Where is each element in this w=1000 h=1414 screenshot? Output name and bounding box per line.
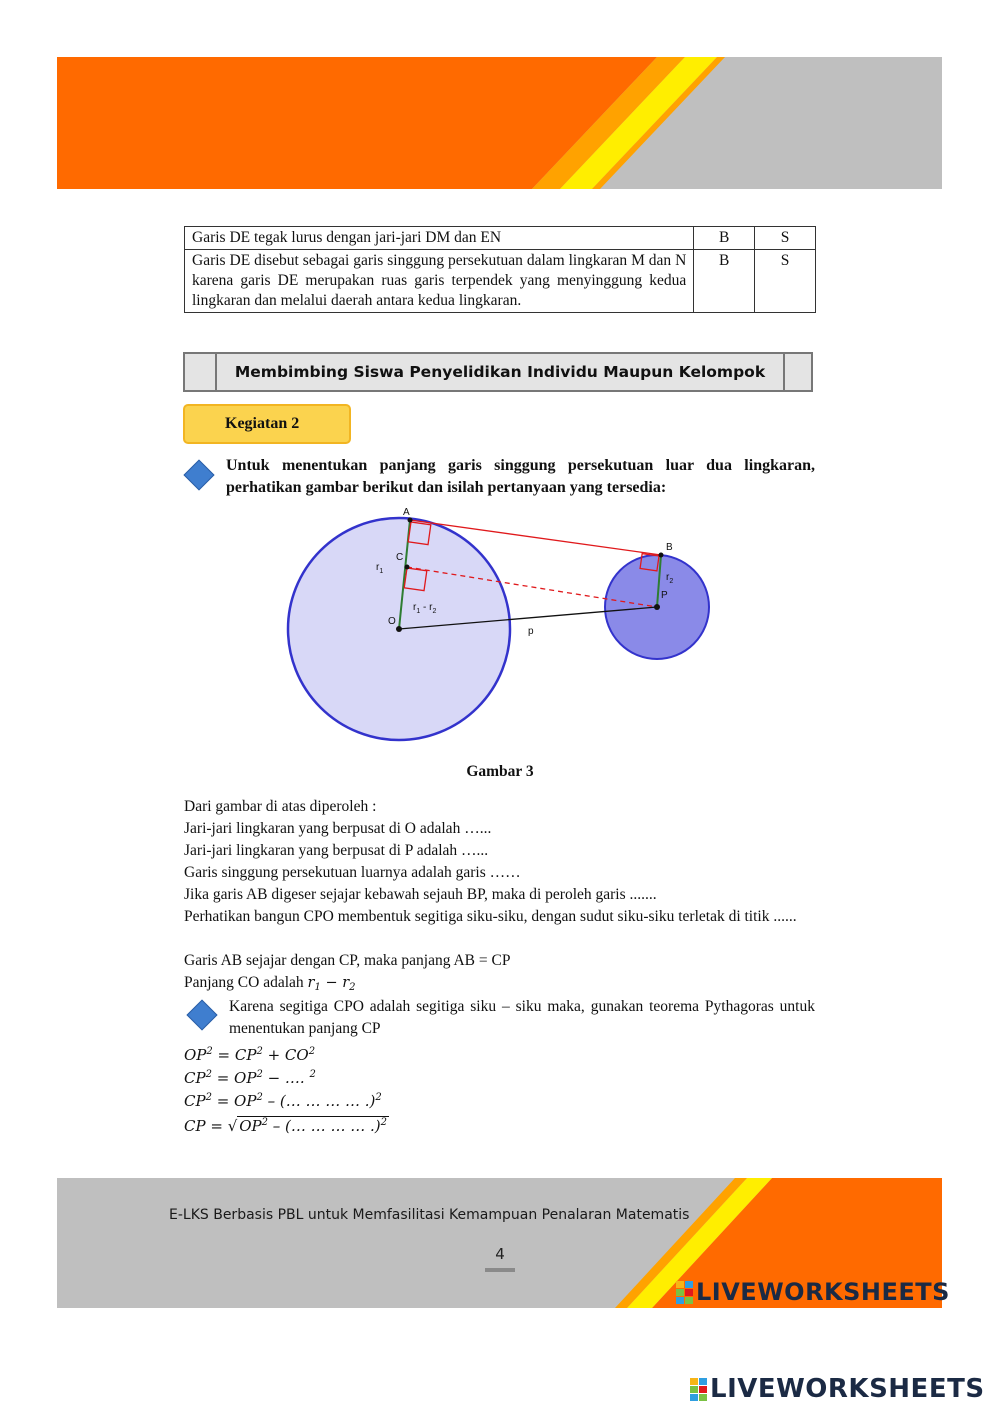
equation-3: $CP^2 = OP^2$ – (… … … … .)$^2$: [184, 1092, 382, 1110]
label-p: P: [661, 590, 668, 601]
label-r2: $r_2$: [666, 572, 674, 585]
footer-brand-logo: [676, 1278, 950, 1306]
option-true-button[interactable]: B: [694, 250, 755, 313]
label-c: C: [396, 552, 404, 563]
body-intro: Dari gambar di atas diperoleh :: [184, 798, 377, 815]
diamond-bullet-icon: [183, 459, 214, 490]
equation-4: CP = √ $OP^2$ – (… … … … .)$^2$: [184, 1117, 387, 1135]
point-o: [396, 626, 402, 632]
label-o: O: [388, 616, 396, 627]
statement-ab-equals-cp: Garis AB sejajar dengan CP, maka panjang AB = CP: [184, 952, 511, 969]
question-tangent-line: Garis singgung persekutuan luarnya adalah garis ……: [184, 864, 521, 881]
equation-2: $CP^2 = OP^2$ − …. $^2$: [184, 1069, 316, 1087]
pythagoras-note: Karena segitiga CPO adalah segitiga siku – siku maka, gunakan teorema Pythagoras untuk menentukan panjang CP: [229, 998, 815, 1037]
statement-co-length: [184, 972, 816, 999]
liveworksheets-logo-icon: [676, 1281, 693, 1304]
page-brand-text: LIVEWORKSHEETS: [710, 1374, 985, 1404]
table-row: [185, 250, 816, 313]
point-b: [659, 553, 664, 558]
activity-badge: Kegiatan 2: [183, 404, 351, 444]
point-a: [408, 518, 413, 523]
banner-divider: [783, 354, 785, 390]
page-number-underline: [485, 1268, 515, 1272]
label-b: B: [666, 542, 673, 553]
label-a: A: [403, 507, 410, 518]
point-p: [654, 604, 660, 610]
footer-title: E-LKS Berbasis PBL untuk Memfasilitasi Kemampuan Penalaran Matematis: [169, 1207, 690, 1223]
liveworksheets-logo-icon: [690, 1378, 707, 1401]
section-title: Membimbing Siswa Penyelidikan Individu Maupun Kelompok: [234, 363, 766, 381]
page-number: 4: [495, 1245, 505, 1263]
option-false-button[interactable]: S: [755, 250, 816, 313]
label-r1: $r_1$: [376, 562, 384, 575]
statement-cell: Garis DE tegak lurus dengan jari-jari DM dan EN: [185, 227, 694, 250]
header-band: [57, 57, 942, 189]
option-false-button[interactable]: S: [755, 227, 816, 250]
two-circles-figure: [270, 500, 740, 755]
label-r1-minus-r2: $r_1 - r_2$: [413, 602, 437, 615]
footer-brand-text: LIVEWORKSHEETS: [696, 1278, 950, 1306]
question-radius-o: Jari-jari lingkaran yang berpusat di O adalah …...: [184, 820, 492, 837]
question-right-angle: Perhatikan bangun CPO membentuk segitiga siku-siku, dengan sudut siku-siku terletak di titik ......: [184, 908, 797, 925]
equation-1: $OP^2 = CP^2 + CO^2$: [184, 1046, 316, 1064]
question-shifted-line: Jika garis AB digeser sejajar kebawah sejauh BP, maka di peroleh garis .......: [184, 886, 657, 903]
label-p-distance: p: [528, 626, 534, 637]
option-true-button[interactable]: B: [694, 227, 755, 250]
figure-caption: Gambar 3: [466, 763, 534, 780]
co-length-prefix: Panjang CO adalah: [184, 974, 308, 991]
question-radius-p: Jari-jari lingkaran yang berpusat di P adalah …...: [184, 842, 489, 859]
truth-table: [184, 226, 816, 313]
co-length-math: $r_1 - r_2$: [307, 975, 356, 993]
diamond-bullet-icon: [186, 999, 217, 1030]
point-c: [405, 565, 410, 570]
section-banner: [183, 352, 813, 392]
page-brand-logo[interactable]: [690, 1374, 985, 1404]
instruction-text: Untuk menentukan panjang garis singgung persekutuan luar dua lingkaran, perhatikan gambar berikut dan isilah pertanyaan yang tersedia:: [226, 457, 815, 496]
statement-cell: Garis DE disebut sebagai garis singgung persekutuan dalam lingkaran M dan N karena garis DE merupakan ruas garis terpendek yang menyinggung kedua lingkaran dan melalui daerah antara kedua lingkaran.: [185, 250, 694, 313]
table-row: [185, 227, 816, 250]
